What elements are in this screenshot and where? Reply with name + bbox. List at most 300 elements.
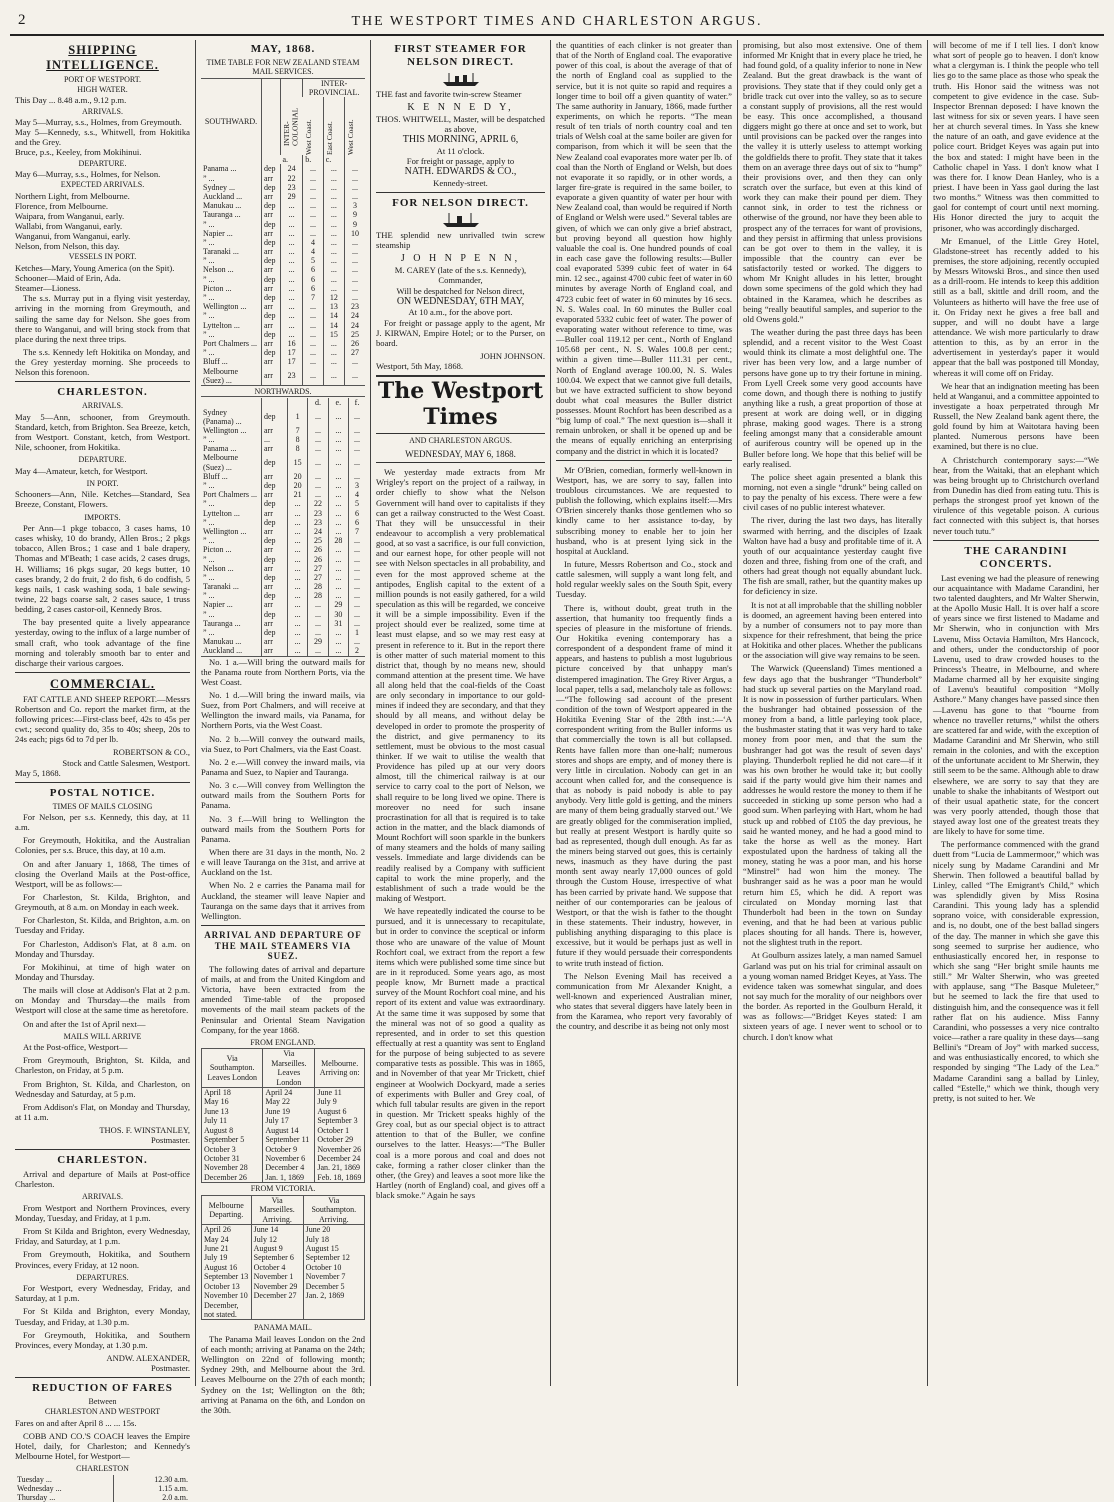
table-cell: dep	[262, 573, 288, 582]
table-cell: Sydney ...	[203, 182, 235, 192]
paragraph: The Panama Mail leaves London on the 2nd of each month; arriving at Panama on the 24th; Wellington on 22nd of following month; Sydney 29th, and Melbourne about the 3rd. Leaves Melbourne on the 27th of each month; Sydney on the 1st; Wellington on the 8th; arriving at Panama on the 6th, and London on the 30th.	[201, 1333, 365, 1415]
charleston-heading: CHARLESTON.	[57, 386, 148, 399]
signature: ROBERTSON & CO.,	[113, 747, 190, 758]
paragraph: THE splendid new unrivalled twin screw steamship	[376, 230, 545, 251]
date-entry: November 29	[253, 1281, 298, 1291]
table-cell: arr	[262, 564, 288, 573]
from-england-label: FROM ENGLAND.	[250, 1037, 316, 1047]
table-cell: 26	[308, 555, 328, 564]
postal-heading: POSTAL NOTICE.	[49, 786, 156, 799]
table-row	[202, 1195, 365, 1224]
date-entry: October 31	[204, 1154, 240, 1164]
list-item: Northern Light, from Melbourne.	[15, 190, 130, 201]
table-row	[201, 164, 365, 173]
paragraph: For Charleston, Addison's Flat, at 8 a.m. on Monday and Thursday.	[15, 938, 190, 959]
paragraph: For Greymouth, Hokitika, and the Australian Colonies, per s.s. Bruce, this day, at 10 a.m.	[15, 835, 190, 856]
table-cell: 1	[287, 408, 307, 426]
table-row	[201, 564, 365, 573]
paragraph: For St Kilda and Brighton, every Monday, Tuesday, and Friday, at 1.30 p.m.	[15, 1306, 190, 1327]
date-entry: June 19	[265, 1106, 291, 1116]
table-cell: ...	[328, 564, 348, 573]
table-row	[201, 518, 365, 527]
table-cell: 7	[349, 527, 365, 536]
table-cell: dep	[262, 348, 281, 357]
table-cell: ...	[287, 518, 307, 527]
table-cell: ...	[308, 619, 328, 628]
table-cell: arr	[262, 284, 281, 293]
col-head-label: East Coast.	[324, 121, 334, 156]
table-cell: 10	[344, 229, 365, 238]
table-cell: 28	[308, 591, 328, 600]
paragraph: The s.s. Kennedy left Hokitika on Monday, and the Grey yesterday morning. She proceeds to Nelson this forenoon.	[15, 346, 190, 378]
date-entry: August 16	[204, 1262, 238, 1272]
table-cell: ...	[303, 229, 323, 238]
table-cell: ...	[323, 174, 344, 183]
date-entry: May 24	[204, 1234, 229, 1244]
date-entry: April 26	[204, 1225, 231, 1235]
paragraph: No. 2 e.—Will convey the inward mails, via Panama and Suez, to Napier and Tauranga.	[201, 756, 365, 777]
southward-label: SOUTHWARD.	[204, 117, 258, 127]
paragraph: At the Post-office, Westport—	[23, 1042, 128, 1053]
table-cell: ...	[287, 545, 307, 554]
table-cell: 26	[308, 545, 328, 554]
table-cell: ...	[344, 164, 365, 173]
table-cell: ...	[344, 192, 365, 201]
paragraph: The following dates of arrival and departure of mails, at and from the United Kingdom and Victoria, have been extracted from the amended Time-table of the proposed movements of the mail steam packets of the Peninsular and Oriental Steam Navigation Company, for the year 1868.	[201, 963, 365, 1035]
table-cell: dep	[262, 275, 281, 284]
table-header: Melbourne Departing.	[202, 1195, 252, 1224]
table-cell: ...	[349, 426, 365, 435]
table-cell: ...	[287, 582, 307, 591]
table-cell: ...	[328, 545, 348, 554]
column-2	[196, 40, 371, 1415]
table-cell: 20	[287, 472, 307, 481]
ad-agent: NATH. EDWARDS & CO.,	[404, 166, 517, 178]
table-cell: 15	[287, 453, 307, 471]
table-cell: Taranaki ...	[203, 582, 239, 592]
list-item: Steamer—Lioness.	[15, 283, 81, 294]
paragraph: Arrival and departure of Mails at Post-office Charleston.	[15, 1169, 190, 1190]
column-6	[928, 40, 1104, 1386]
table-cell: ...	[328, 555, 348, 564]
table-cell: dep	[262, 536, 288, 545]
date-entry: October 29	[317, 1135, 354, 1145]
date-entry: June 13	[204, 1106, 229, 1116]
table-header: Via Southampton. Arriving.	[303, 1195, 364, 1224]
table-cell: ...	[349, 536, 365, 545]
steamship-icon	[441, 71, 481, 87]
table-cell: ” ...	[203, 481, 215, 491]
table-cell: 30	[328, 610, 348, 619]
table-cell: dep	[262, 183, 281, 192]
table-cell: ...	[328, 499, 348, 508]
table-cell: 20	[287, 481, 307, 490]
table-row	[201, 426, 365, 435]
table-row	[201, 444, 365, 453]
table-cell: Thursday ...	[17, 1493, 56, 1502]
table-row	[15, 1475, 190, 1484]
paragraph: the quantities of each clinker is not greater than that of the North of England coal. The evaporative power of this coal, is about the average of that of the north of England coal as supplied to the service, but it is not quite so rapid and requires a longer time to boil off a given quantity of water.” The same authority in January, 1866, made further experiments, on which he reports. “The mean result of ten trials of north country coal and ten trials of Welsh coal at the same boiler are given for comparison, from which it will be seen that the New Zealand coal evaporates more water per lb. of coal than the North of England or Welsh, but does not evaporate it so rapidly, or in other words, a larger fire-grate is required in the same boiler, to evaporate a given quantity of water per hour with New Zealand coal, than would be required if North of England or Welsh were used.” Several tables are given, of which we can only give a brief abstract, but proving beyond all question how highly valuable the coal is. One hundred pounds of coal in each case gave the following results:—Buller coal evaporated 5399 cubic feet of water in 64 min. 12 sec., against 4700 cubic feet of water in 60 minutes by average North of England coal, and 4723 cubic feet of water in 60 minutes by 16 secs. N. S. Wales coal. In 60 minutes the Buller coal evaporated 5332 cubic feet of water. The power of evaporating water without reference to time, was—Buller coal 119.12 per cent., North of England 105.68 per cent., N. S. Wales 100.8 per cent.; within a given time—Buller 111.31 per cent., North of England average 100.00, N. S. Wales 100.04. We expect that we cannot give full details, but we have extracted sufficient to show beyond doubt what coal measures the Buller district possesses. Mount Rochfort has been described as a “big lump of coal.” The next question is—shall it remain unbroken, or shall it be opened up and be the means of equally enriching an enterprising company and the district in which it is located?	[556, 40, 732, 456]
table-cell: 1	[349, 628, 365, 637]
table-cell: 27	[308, 564, 328, 573]
table-cell: Auckland ...	[203, 646, 243, 656]
date-entry: October 9	[265, 1144, 298, 1154]
table-row	[201, 348, 365, 357]
date-entry: September 13	[204, 1272, 249, 1282]
table-cell: ...	[323, 339, 344, 348]
table-cell: ...	[349, 555, 365, 564]
interprovincial-header: INTER-PROVINCIAL.	[303, 78, 365, 97]
paragraph: Per Ann—1 pkge tobacco, 3 cases hams, 10 cases whisky, 10 do brandy, Allen Bros.; 2 pkgs tobacco, Allen Bros.; 1 case and 1 bale drapery, Thomas and M'Beath; 1 case acids, 2 cases drugs, H. Williams; 16 pkgs sugar, 20 kegs butter, 10 cases brandy, 2 do fruit, 2 do fish, 6 do codfish, 5 kegs nails, 1 cask washing soda, 1 bale sewing-twine, 22 bags coarse salt, 2 cases sauce, 1 truss bedding, 2 cases castor-oil, Kennedy Bros.	[15, 523, 190, 615]
table-cell: ...	[323, 348, 344, 357]
dateline: WEDNESDAY, MAY 6, 1868.	[376, 447, 545, 464]
table-cell: ...	[344, 293, 365, 302]
table-cell: ...	[344, 238, 365, 247]
table-cell: 6	[349, 509, 365, 518]
table-cell: ...	[344, 367, 365, 386]
column-1	[10, 40, 196, 1502]
table-cell: ...	[303, 321, 323, 330]
table-cell: ...	[281, 201, 303, 210]
table-cell	[251, 1225, 303, 1320]
table-cell: 29	[308, 637, 328, 646]
list-item: May 5—Murray, s.s., Holmes, from Greymouth.	[15, 116, 182, 127]
divider	[15, 381, 190, 382]
table-row	[201, 453, 365, 471]
table-cell: Lyttelton ...	[203, 508, 240, 518]
paragraph: When No. 2 e carries the Panama mail for Auckland, the steamer will leave Napier and Tauranga on the same days that it arrives from Wellington.	[201, 880, 365, 921]
table-cell: 28	[328, 536, 348, 545]
paragraph: At Goulburn assizes lately, a man named Samuel Garland was put on his trial for criminal assault on a young woman named Bridget Keyes, at Yass. The evidence taken was somewhat singular, and does not say much for the morality of our neighbors over the border. As reported in the Goulburn Herald, it was as follows:—“Bridget Keyes stated: I am sixteen years of age. I never went to school or to church. I don't know what	[743, 950, 922, 1042]
paragraph: A Christchurch contemporary says:—“We hear, from the Waitaki, that an elephant which was being brought up to Christchurch overland from Dunedin has died from eating tutu. This is perhaps the strongest proof yet known of the virulence of this vegetable poison. A curious fact connected with this subject is, that horses never touch tutu.”	[933, 454, 1099, 536]
table-row	[201, 490, 365, 499]
date: May 5, 1868.	[15, 767, 61, 778]
table-cell	[262, 398, 288, 407]
table-row	[201, 600, 365, 609]
ad-line: M. CAREY (late of the s.s. Kennedy), Commander,	[394, 265, 527, 286]
table-cell: ...	[349, 573, 365, 582]
date-entry: October 13	[204, 1281, 240, 1291]
table-cell: 26	[344, 339, 365, 348]
table-cell: 29	[281, 192, 303, 201]
paragraph: The Warwick (Queensland) Times mentioned a few days ago that the bushranger “Thunderbolt” had stuck up several parties on the Maryland road. It is now in possession of further particulars. When the bushranger had obtained possession of the money from a band, a little parleying took place, the bushmaster stating that it was very hard to take money from poor men, and that the sum the bushranger had got was the result of seven days' playing. Thunderbolt replied he did not care—if it was his own brother he would take it; but coolly said if the party would give him their names and addresses he would restore the money to them if he succeeded in sticking up some person who had a good sum. When parleying with Hart, whom he had stuck up and robbed of £105 the day previous, he said he wanted money, and he had a good mind to take the horse as well as the money. Hart expostulated upon the hardness of taking all the money, stating he was a poor man, and his horse “Minstrel” had won him the money. The bushranger said as he was a poor man he would return him £5, which he did. A report was circulated on Monday morning last that Thunderbolt had been in the town on Sunday evening, and that he had been at various public places shouting for all hands. There is, however, not the slightest truth in the report.	[743, 663, 922, 948]
table-cell	[315, 1087, 365, 1182]
timetable-month: MAY, 1868.	[250, 43, 316, 55]
table-cell: ...	[349, 591, 365, 600]
suez-heading: ARRIVAL AND DEPARTURE OF THE MAIL STEAMERS VIA SUEZ.	[204, 929, 362, 962]
paragraph: No. 3 c.—Will convey from Wellington the outward mails from the Southern Ports for Panama.	[201, 780, 365, 811]
table-cell: 9	[344, 220, 365, 229]
table-cell: ...	[344, 247, 365, 256]
departure-label: DEPARTURE.	[78, 158, 127, 168]
table-cell: Port Chalmers ...	[203, 338, 257, 348]
paragraph: Mr Emanuel, of the Little Grey Hotel, Gladstone-street has recently added to his premises, the store adjoining, recently occupied by Messrs Witowski Bros., and since then used as a drill-room. He intends to keep this addition still as a ball, skittle and drill room, and the Volunteers as hitherto will have the free use of it. On Friday next he gives a free ball and supper, and will no doubt have a large attendance. We wish more particularly to draw attention to this, as by an error in the advertisement in yesterday's paper it would appear that the ball was postponed till Monday, whereas it will come off on Friday.	[933, 235, 1099, 378]
table-cell: ...	[328, 518, 348, 527]
table-cell: ...	[287, 536, 307, 545]
signature: THOS. F. WINSTANLEY,	[99, 1125, 190, 1136]
table-row	[15, 1493, 190, 1502]
england-table	[201, 1048, 365, 1183]
departures-label: DEPARTURES.	[76, 1272, 129, 1282]
divider	[376, 192, 545, 193]
date-entry: August 9	[253, 1243, 283, 1253]
table-cell: 24	[308, 527, 328, 536]
commercial-heading: COMMERCIAL.	[49, 677, 156, 692]
table-row	[201, 275, 365, 284]
table-cell: ...	[303, 302, 323, 311]
page-number: 2	[18, 12, 26, 28]
expected-label: EXPECTED ARRIVALS.	[60, 180, 145, 190]
date-entry: Jan. 1, 1869	[265, 1172, 305, 1182]
table-cell: ...	[303, 367, 323, 386]
table-cell: ...	[287, 499, 307, 508]
table-cell: dep	[262, 330, 281, 339]
table-cell: 31	[328, 619, 348, 628]
table-cell: 3	[349, 481, 365, 490]
list-item: Florence, from Melbourne.	[15, 200, 109, 211]
table-cell: arr	[262, 545, 288, 554]
table-cell: ...	[349, 637, 365, 646]
table-cell: ...	[287, 564, 307, 573]
table-cell: ...	[287, 637, 307, 646]
table-cell: 8	[287, 435, 307, 444]
table-cell: ...	[303, 210, 323, 219]
paragraph: The weather during the past three days has been splendid, and a recent visitor to the West Coast would think its climate a most delightful one. The river has been very low, and a large number of persons have gone up to try their fortune in mining. From Lyell Creek some very good accounts have come down, and though there is nothing to justify anything like a rush, a great proportion of those at present at work are doing well, or in digging phrase, making good wages. There is a strong feeling amongst many that a considerable amount of auriferous country will be opened up in the Buller before long. We hope that this belief will be early realised.	[743, 326, 922, 469]
table-cell: arr	[262, 302, 281, 311]
table-cell	[303, 1225, 364, 1320]
table-cell: ...	[281, 256, 303, 265]
table-row	[201, 238, 365, 247]
table-cell: ...	[281, 238, 303, 247]
table-cell: ...	[308, 426, 328, 435]
list-item: Waipara, from Wanganui, early.	[15, 210, 125, 221]
col-letter: d.	[308, 398, 328, 407]
table-row	[202, 1049, 365, 1088]
table-cell: ...	[328, 582, 348, 591]
inport-label: VESSELS IN PORT.	[68, 252, 137, 262]
table-cell: ...	[328, 408, 348, 426]
table-cell: 6	[303, 275, 323, 284]
list-item: Schooner—Maid of Erin, Ada.	[15, 272, 121, 283]
paragraph: We hear that an indignation meeting has been held at Wanganui, and a committee appointed to investigate a hoax perpetrated through Mr Russell, the New Zealand bank agent there, the gold found by him at Waitotara having been planted. Numerous persons have been examined, but there is no clue.	[933, 380, 1099, 452]
table-row	[201, 357, 365, 366]
paragraph: No. 2 b.—Will convey the outward mails, via Suez, to Port Chalmers, via the East Coast.	[201, 733, 365, 754]
table-cell: dep	[262, 238, 281, 247]
sub-label: MAILS WILL ARRIVE	[63, 1031, 142, 1041]
table-cell: ...	[323, 357, 344, 366]
table-cell: ...	[303, 330, 323, 339]
paragraph: For Mokihinui, at time of high water on Monday and Thursday.	[15, 961, 190, 983]
table-cell: ...	[323, 284, 344, 293]
col-head-label: West Coast.	[345, 119, 355, 156]
table-cell: ...	[281, 265, 303, 274]
table-cell: ...	[328, 591, 348, 600]
table-cell: 23	[308, 518, 328, 527]
table-cell: 14	[323, 321, 344, 330]
ad-line: For freight or passage, apply to	[406, 156, 515, 167]
table-cell: ...	[303, 201, 323, 210]
table-cell: 23	[281, 367, 303, 386]
date-entry: December 4	[265, 1163, 305, 1173]
paragraph: We yesterday made extracts from Mr Wrigley's report on the project of a railway, in order chiefly to show what the Nelson Government will hand over to capitalists if they can get a railway constructed to the West Coast. That they will be unsuccessful in their endeavour to accomplish a very problematical good, at so vast a sacrifice, is our full conviction, and our earnest hope, for other people will not see with Nelson spectacles in all probability, and even for the most approved scheme at the antipodes, English capital to the extent of a million pounds is not easily gathered, for a wild speculation as this will be regarded, we conceive it will be a simple impossibility. Even if the project should ever be realized, some time at least must elapse, and so we may rest easy at present in reference to it. But in the report there is other matter of such material moment to this district that, though by no means new, should command attention at the present time. We have all along held that the coal-fields of the Coast are only secondary in importance to our gold-mines if indeed they are secondary, and that they should by all means, and without delay be developed in order to promote the prosperity of the district, and give permanency to its settlement, must be obvious to the most casual thinker. If we wait to utilise the wealth that Providence has piled up at our very doors almost, till the chimerical railway is at our service to carry coal to the port of Nelson, we shall require to be long lived we opine. There is moreover no need for such insane procrastination for all that is required is to take action in the matter, and the black diamonds of Mount Rochfort will soon sparkle in the bunkers of many steamers and the holds of many sailing vessels. Immediate and large dividends can be readily realised by a Company with sufficient capital to work the mine properly, and the establishment of such a trade would be the making of Westport.	[376, 467, 545, 904]
table-cell: Wellington ...	[203, 302, 247, 312]
date: Westport, 5th May, 1868.	[376, 361, 464, 372]
table-cell: 3	[344, 201, 365, 210]
table-cell: ...	[287, 509, 307, 518]
table-cell: arr	[262, 426, 288, 435]
table-row	[201, 247, 365, 256]
table-cell: Napier ...	[203, 228, 233, 238]
table-cell: 7	[303, 293, 323, 302]
table-cell: 7	[287, 426, 307, 435]
inport-label: IN PORT.	[86, 478, 119, 488]
nelson-heading: FOR NELSON DIRECT.	[392, 197, 529, 210]
paragraph: The bay presented quite a lively appearance yesterday, owing to the influx of a large number of small craft, who took advantage of the fine morning and tolerably smooth bar to enter and discharge their various cargoes.	[15, 617, 190, 668]
column-3	[371, 40, 551, 1386]
paragraph: From Greymouth, Brighton, St. Kilda, and Charleston, on Friday, at 5 p.m.	[15, 1055, 190, 1076]
table-cell: ” ...	[203, 173, 215, 183]
date-entry: April 18	[204, 1087, 231, 1097]
masthead-subtitle: AND CHARLESTON ARGUS.	[409, 436, 512, 446]
table-cell: dep	[262, 256, 281, 265]
col-head-label: West Coast.	[303, 119, 313, 156]
table-row	[201, 293, 365, 302]
table-row	[201, 619, 365, 628]
table-row	[201, 545, 365, 554]
table-cell: ” ...	[203, 572, 215, 582]
table-cell: ” ...	[203, 219, 215, 229]
date-entry: September 12	[305, 1253, 350, 1263]
table-cell: ...	[328, 637, 348, 646]
steamship-icon	[441, 212, 481, 228]
list-item: Wallabi, from Wanganui, early.	[15, 220, 123, 231]
table-row	[201, 311, 365, 320]
paragraph: On and after the 1st of April next—	[23, 1018, 146, 1029]
date-entry: October 10	[305, 1262, 342, 1272]
southward-timetable	[201, 78, 365, 386]
date-entry: July 9	[317, 1097, 337, 1107]
paragraph: Mr O'Brien, comedian, formerly well-known in Westport, has, we are sorry to say, fallen into troublous circumstances. We are requested to publish the following, which explains itself:—Mrs O'Brien sincerely thanks those gentlemen who so kindly came to her assistance to-day, by subscribing money to enable her to join her husband, who is at present lying sick in the hospital at Auckland.	[556, 464, 732, 556]
table-row	[201, 210, 365, 219]
date-entry: June 11	[317, 1087, 342, 1097]
table-cell: Napier ...	[203, 600, 233, 610]
departure-label: DEPARTURE.	[78, 455, 127, 465]
table-row	[201, 481, 365, 490]
fares-between: Between	[88, 1397, 117, 1406]
table-row	[201, 582, 365, 591]
table-cell: 23	[308, 509, 328, 518]
table-cell: dep	[262, 164, 281, 173]
table-cell: ...	[303, 174, 323, 183]
table-cell: ...	[323, 238, 344, 247]
table-cell: Picton ...	[203, 545, 232, 555]
table-cell: ...	[308, 444, 328, 453]
date-entry: August 6	[317, 1106, 347, 1116]
paragraph: From Greymouth, Hokitika, and Southern Provinces, every Friday, at 12 noon.	[15, 1249, 190, 1270]
table-cell: 14	[323, 311, 344, 320]
table-cell: ...	[349, 582, 365, 591]
ad-line: Kennedy-street.	[433, 178, 488, 189]
table-cell: ...	[303, 311, 323, 320]
table-cell: ...	[281, 229, 303, 238]
port-heading: PORT OF WESTPORT.	[63, 74, 142, 84]
paragraph: On and after January 1, 1868, The times of closing the Overland Mails at the Post-office, Westport, will be as follows:—	[15, 858, 190, 889]
table-cell: ” ...	[203, 536, 215, 546]
date-entry: August 15	[305, 1243, 339, 1253]
paragraph: May 4—Amateur, ketch, for Westport.	[15, 465, 148, 476]
table-cell: ...	[323, 229, 344, 238]
arrivals-label: ARRIVALS.	[82, 106, 123, 116]
table-cell: ” ...	[203, 499, 215, 509]
table-cell: arr	[262, 210, 281, 219]
steamer-heading: FIRST STEAMER FOR NELSON DIRECT.	[394, 43, 527, 68]
table-cell: ...	[344, 174, 365, 183]
table-cell: ...	[344, 183, 365, 192]
date-entry: July 17	[265, 1116, 289, 1126]
table-cell: ...	[281, 220, 303, 229]
table-cell: ...	[349, 408, 365, 426]
table-cell: Bluff ...	[203, 357, 228, 367]
table-cell: 27	[308, 573, 328, 582]
table-cell: arr	[262, 509, 288, 518]
date-entry: July 18	[305, 1234, 329, 1244]
imports-label: IMPORTS.	[84, 512, 121, 522]
table-row	[201, 220, 365, 229]
table-cell: arr	[262, 490, 288, 499]
paragraph: COBB AND CO.'S COACH leaves the Empire Hotel, daily, for Charleston; and Kennedy's Melbourne Hotel, for Westport—	[15, 1431, 190, 1462]
table-row	[201, 398, 365, 407]
table-cell: Panama ...	[203, 164, 237, 174]
paragraph: Schooners—Ann, Nile. Ketches—Standard, Sea Breeze, Constant, Flowers.	[15, 489, 190, 510]
paragraph: In future, Messrs Robertson and Co., stock and cattle salesmen, will supply a want long felt, and hold regular weekly sales on the South Spit, every Tuesday.	[556, 559, 732, 600]
arrivals-label: ARRIVALS.	[82, 401, 123, 411]
table-cell: Nelson ...	[203, 563, 234, 573]
table-cell: ...	[349, 545, 365, 554]
date-entry: June 20	[305, 1225, 331, 1235]
table-row	[201, 646, 365, 656]
table-row	[202, 1087, 365, 1182]
table-cell: ...	[281, 321, 303, 330]
date-entry: December 26	[204, 1172, 247, 1182]
list-item: May 6—Murray, s.s., Holmes, for Nelson.	[15, 168, 161, 179]
date-entry: May 16	[204, 1097, 229, 1107]
divider	[15, 1149, 190, 1150]
table-cell: arr	[262, 192, 281, 201]
table-cell: arr	[262, 600, 288, 609]
panama-heading: PANAMA MAIL.	[254, 1323, 312, 1333]
date-entry: December 27	[253, 1291, 297, 1301]
table-cell: ...	[323, 192, 344, 201]
table-cell: ...	[287, 555, 307, 564]
list-item: Bruce, p.s., Keeley, from Mokihinui.	[15, 147, 142, 158]
col-head	[344, 97, 365, 155]
table-cell: 2.0 a.m.	[113, 1493, 190, 1502]
table-cell: ...	[328, 573, 348, 582]
table-cell	[202, 1087, 263, 1182]
date-entry: Feb. 18, 1869	[317, 1172, 362, 1182]
paragraph: There is, without doubt, great truth in the assertion, that humanity too frequently finds a species of pleasure in the misfortune of friends. Our Hokitika evening contemporary has a correspondent of a despondent frame of mind it appears, and hastens to publish a most lugubrious picture conceived by that unhappy man's distempered imagination. The Grey River Argus, a local paper, tells a sad, melancholy tale as follows:—“The following sad account of the present condition of the town of Westport appeared in the Hokitika Evening Star of the 28th inst.:—‘A correspondent writing from the Buller informs us that commercially the town is all but collapsed. Rents have fallen more than one-half; numerous stores and shops are empty, and of money there is very little in circulation. Nobody can get in an account when called for, and the consequence is that as nobody is paid nobody is able to pay anybody. Very little gold is getting, and the miners are many of them being gradually starved out.’ We are greatly obliged for the commiseration implied, but really at present Westport is hardly quite so bad as represented, though dull enough. As far as the miners being starved out goes, this is certainly news, inasmuch as they have during the past month sent away nearly 17,000 ounces of gold through the Custom House, irrespective of what has been carried by private hand. We suppose that neither of our contemporaries can be jealous of Westport, or that the wish is father to the thought in these statements. Their industry, however, in publishing anything disparaging to this place is excessive, but it would be perhaps just as well in future if they would persuade their correspondents to write truth instead of fiction.	[556, 602, 732, 968]
table-cell: 28	[308, 582, 328, 591]
table-row	[201, 174, 365, 183]
col-head	[323, 97, 344, 155]
table-cell: arr	[262, 637, 288, 646]
col-num: b.	[303, 155, 323, 164]
table-cell: arr	[262, 582, 288, 591]
table-cell: ...	[281, 293, 303, 302]
list-item: Ketches—Mary, Young America (on the Spit).	[15, 262, 175, 273]
table-row	[201, 367, 365, 386]
table-cell: arr	[262, 472, 288, 481]
